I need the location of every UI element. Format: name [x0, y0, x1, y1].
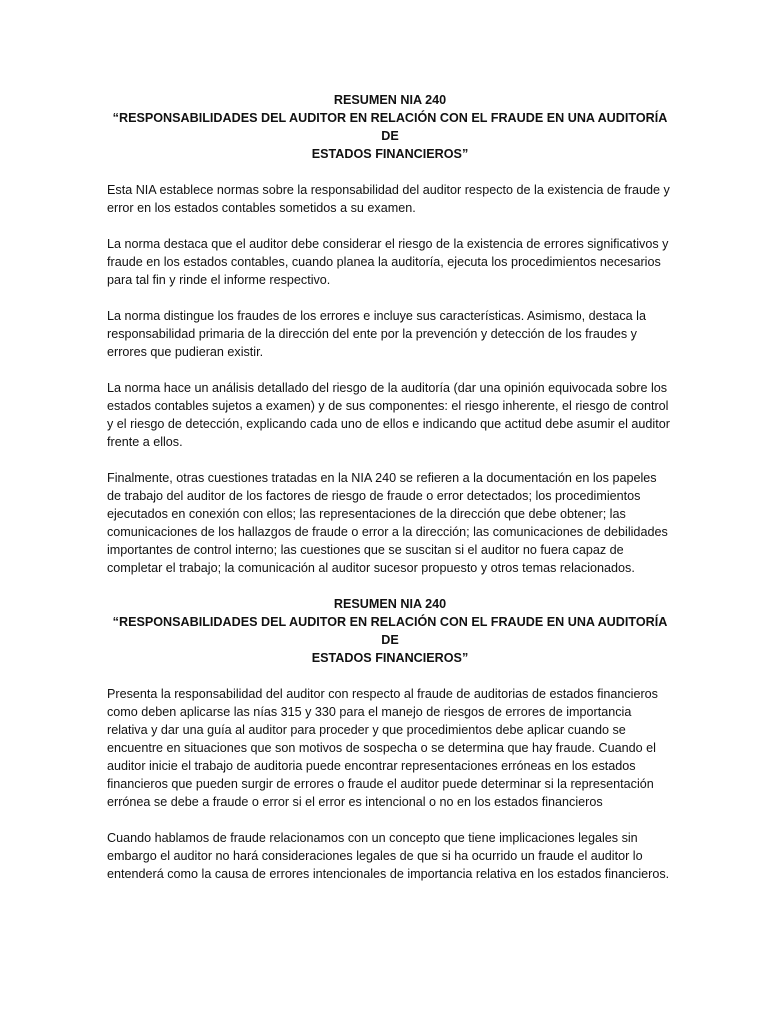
paragraph: Finalmente, otras cuestiones tratadas en la NIA 240 se refieren a la documentación en los papeles de trabajo del auditor de los factores de riesgo de fraude o error detectados; los procedimientos ejecutados en conexión con ellos; las representaciones de la dirección que debe obtener; las comunicaciones de los hallazgos de fraude o error a la dirección; las comunicaciones de debilidades importantes de control interno; las cuestiones que se suscitan si el auditor no fuera capaz de completar el trabajo; la comunicación al auditor sucesor propuesto y otros temas relacionados.: [107, 471, 668, 575]
heading-subtitle-line1: “RESPONSABILIDADES DEL AUDITOR EN RELACIÓN CON EL FRAUDE EN UNA AUDITORÍA DE: [112, 111, 668, 143]
section-heading: [107, 91, 673, 163]
heading-title: RESUMEN NIA 240: [333, 597, 447, 611]
paragraph: La norma hace un análisis detallado del riesgo de la auditoría (dar una opinión equivocada sobre los estados contables sujetos a examen) y de sus componentes: el riesgo inherente, el riesgo de control y el riesgo de detección, explicando cada uno de ellos e indicando que actitud debe asumir el auditor frente a ellos.: [107, 381, 670, 449]
paragraph: Cuando hablamos de fraude relacionamos con un concepto que tiene implicaciones legales sin embargo el auditor no hará consideraciones legales de que si ha ocurrido un fraude el auditor lo entenderá como la causa de errores intencionales de importancia relativa en los estados financieros.: [107, 831, 670, 881]
document-page: [107, 91, 673, 883]
heading-subtitle-line2: ESTADOS FINANCIEROS”: [311, 147, 469, 161]
section-heading: [107, 595, 673, 667]
paragraph: Esta NIA establece normas sobre la responsabilidad del auditor respecto de la existencia de fraude y error en los estados contables sometidos a su examen.: [107, 183, 670, 215]
paragraph: La norma destaca que el auditor debe considerar el riesgo de la existencia de errores significativos y fraude en los estados contables, cuando planea la auditoría, ejecuta los procedimientos necesarios para tal fin y rinde el informe respectivo.: [107, 237, 669, 287]
paragraph: Presenta la responsabilidad del auditor con respecto al fraude de auditorias de estados financieros como deben aplicarse las nías 315 y 330 para el manejo de riesgos de errores de importancia relativa y dar una guía al auditor para proceder y que procedimientos debe aplicar cuando se encuentre en situaciones que son motivos de sospecha o se determina que hay fraude. Cuando el auditor inicie el trabajo de auditoria puede encontrar representaciones erróneas en los estados financieros que pueden surgir de errores o fraude el auditor puede determinar si la representación errónea se debe a fraude o error si el error es intencional o no en los estados financieros: [107, 687, 658, 809]
heading-subtitle-line2: ESTADOS FINANCIEROS”: [311, 651, 469, 665]
heading-subtitle-line1: “RESPONSABILIDADES DEL AUDITOR EN RELACIÓN CON EL FRAUDE EN UNA AUDITORÍA DE: [112, 615, 668, 647]
heading-title: RESUMEN NIA 240: [333, 93, 447, 107]
paragraph: La norma distingue los fraudes de los errores e incluye sus características. Asimismo, destaca la responsabilidad primaria de la dirección del ente por la prevención y detección de los fraudes y errores que pudieran existir.: [107, 309, 646, 359]
